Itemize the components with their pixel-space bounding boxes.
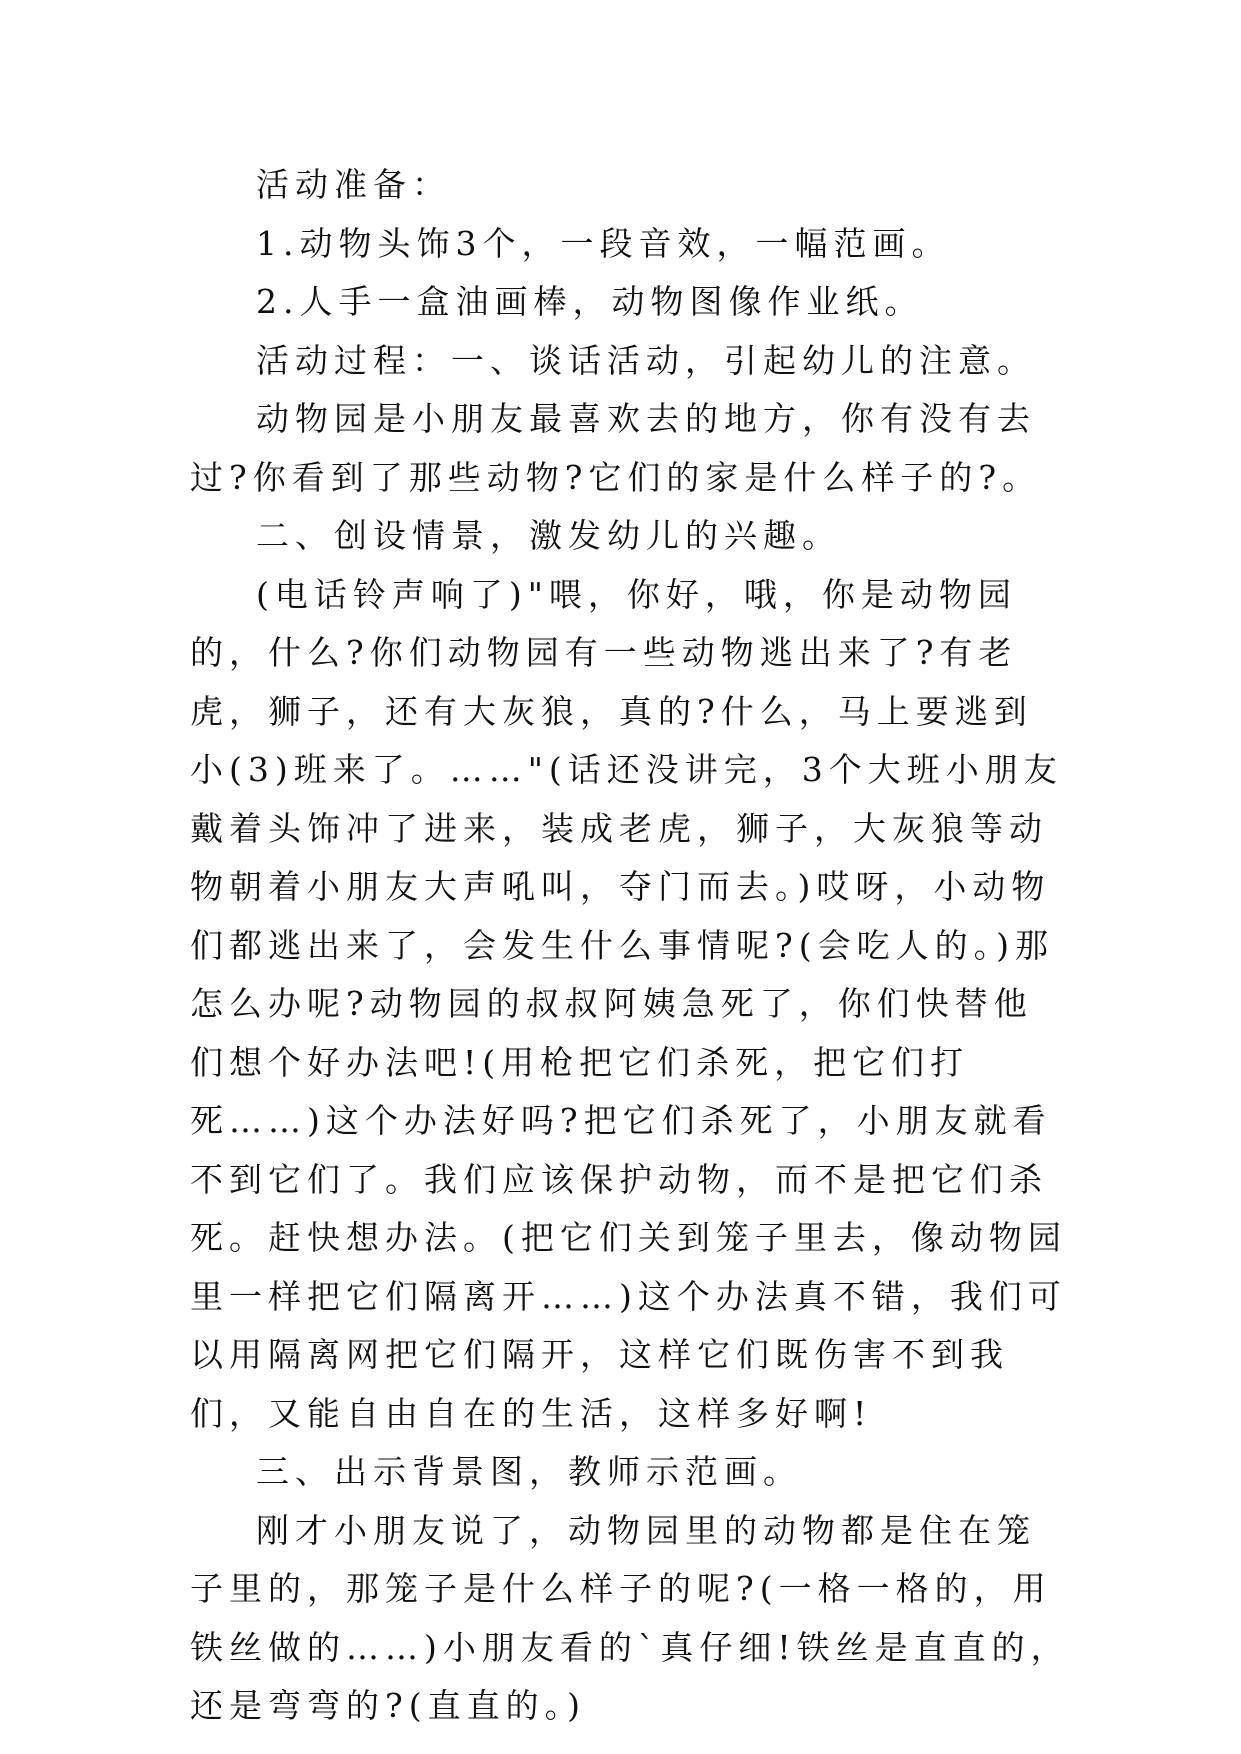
paragraph-activity-preparation: 活动准备： <box>256 165 451 204</box>
document-body <box>190 156 1070 1736</box>
paragraph-section-two-heading: 二、创设情景，激发幼儿的兴趣。 <box>256 516 841 555</box>
paragraph-zoo-question: 动物园是小朋友最喜欢去的地方，你有没有去过?你看到了那些动物?它们的家是什么样子的?。 <box>190 399 1042 497</box>
paragraph-preparation-item-1: 1.动物头饰3个，一段音效，一幅范画。 <box>256 223 951 263</box>
paragraph-activity-process: 活动过程：一、谈话活动，引起幼儿的注意。 <box>256 340 1036 380</box>
paragraph-phone-story: (电话铃声响了)"喂，你好，哦，你是动物园的，什么?你们动物园有一些动物逃出来了?有老虎，狮子，还有大灰狼，真的?什么，马上要逃到小(3)班来了。……"(话还没讲完，3个大班小朋友戴着头饰冲了进来，装成老虎，狮子，大灰狼等动物朝着小朋友大声吼叫，夺门而去。)哎呀，小动物们都逃出来了，会发生什么事情呢?(会吃人的。)那怎么办呢?动物园的叔叔阿姨急死了，你们快替他们想个好办法吧!(用枪把它们杀死，把它们打死……)这个办法好吗?把它们杀死了，小朋友就看不到它们了。我们应该保护动物，而不是把它们杀死。赶快想办法。(把它们关到笼子里去，像动物园里一样把它们隔离开……)这个办法真不错，我们可以用隔离网把它们隔开，这样它们既伤害不到我们，又能自由自在的生活，这样多好啊! <box>190 574 1067 1433</box>
paragraph-preparation-item-2: 2.人手一盒油画棒，动物图像作业纸。 <box>256 282 924 321</box>
paragraph-section-three-heading: 三、出示背景图，教师示范画。 <box>256 1452 802 1491</box>
paragraph-cage-discussion: 刚才小朋友说了，动物园里的动物都是住在笼子里的，那笼子是什么样子的呢?(一格一格的，用铁丝做的……)小朋友看的`真仔细!铁丝是直直的，还是弯弯的?(直直的。) <box>190 1510 1070 1725</box>
